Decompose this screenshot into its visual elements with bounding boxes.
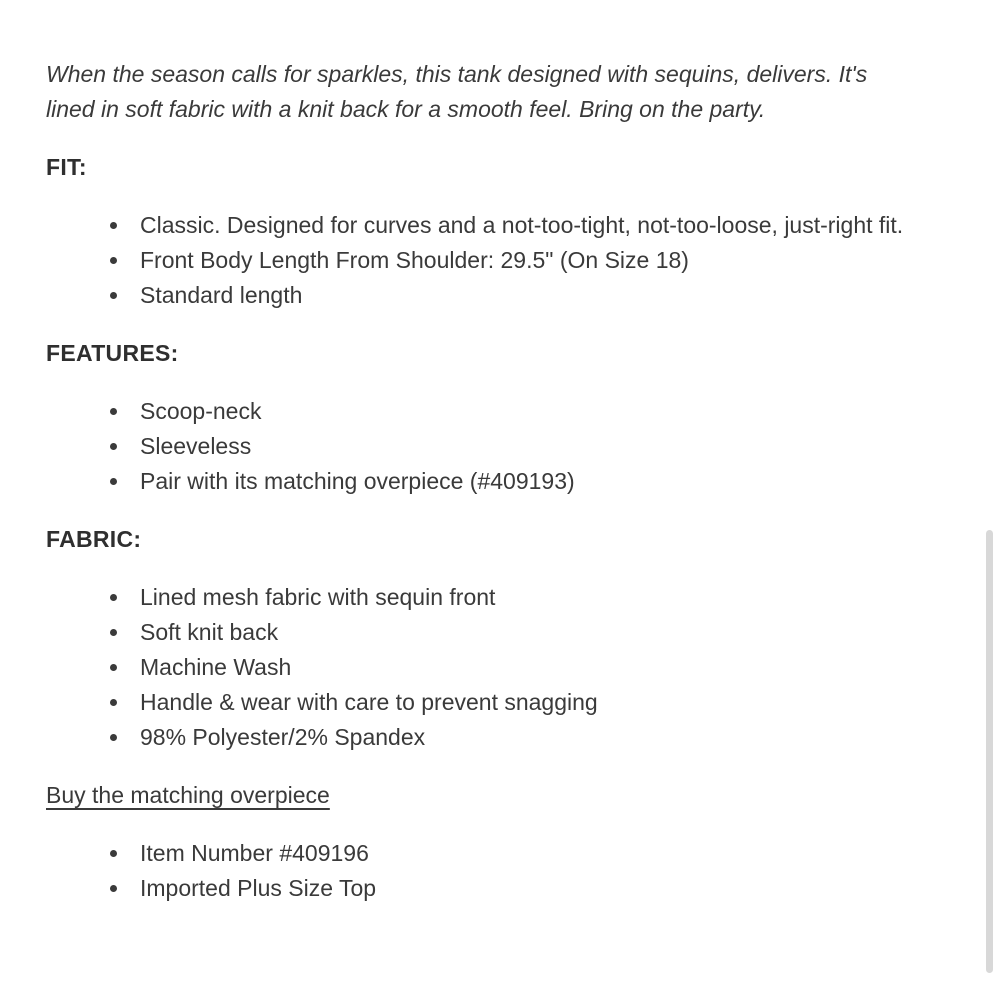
list-item: Front Body Length From Shoulder: 29.5" (On Size 18) [140, 243, 918, 278]
list-item: Standard length [140, 278, 918, 313]
link-row [46, 778, 918, 813]
section-heading-fabric: FABRIC: [46, 526, 142, 552]
list-item: Imported Plus Size Top [140, 871, 918, 906]
buy-matching-overpiece-link[interactable]: Buy the matching overpiece [46, 782, 330, 808]
features-bullet-list [46, 394, 918, 499]
list-item: Item Number #409196 [140, 836, 918, 871]
list-item: Sleeveless [140, 429, 918, 464]
section-heading-fit: FIT: [46, 154, 87, 180]
list-item: Soft knit back [140, 615, 918, 650]
scrollbar-thumb[interactable] [986, 530, 993, 973]
fabric-bullet-list [46, 580, 918, 755]
intro-paragraph: When the season calls for sparkles, this tank designed with sequins, delivers. It's lined in soft fabric with a knit back for a smooth feel. Bring on the party. [46, 61, 868, 122]
list-item: Pair with its matching overpiece (#409193) [140, 464, 918, 499]
item-info-bullet-list [46, 836, 918, 906]
list-item: Scoop-neck [140, 394, 918, 429]
fit-bullet-list [46, 208, 918, 313]
product-description-content [46, 57, 918, 929]
list-item: Lined mesh fabric with sequin front [140, 580, 918, 615]
list-item: Machine Wash [140, 650, 918, 685]
list-item: Handle & wear with care to prevent snagging [140, 685, 918, 720]
section-heading-features: FEATURES: [46, 340, 179, 366]
list-item: 98% Polyester/2% Spandex [140, 720, 918, 755]
list-item: Classic. Designed for curves and a not-too-tight, not-too-loose, just-right fit. [140, 208, 918, 243]
